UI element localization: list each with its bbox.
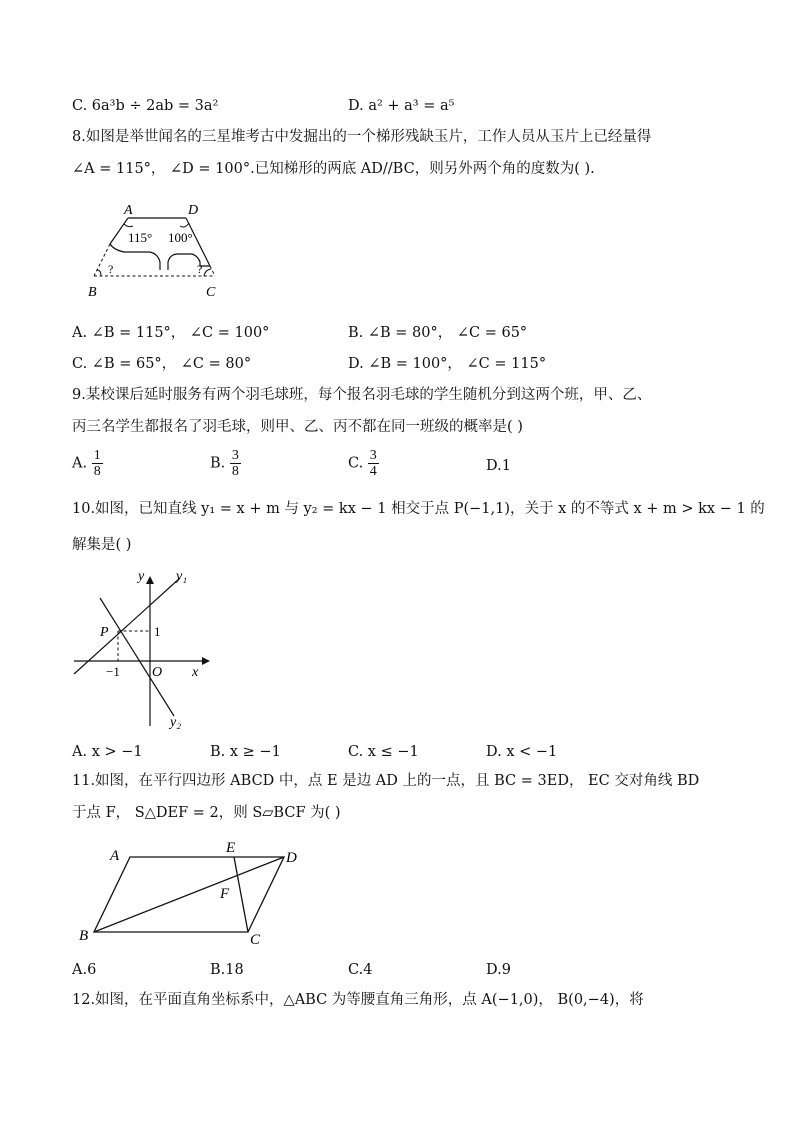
q11-label-a: A [110,848,120,864]
q8-label-b: B [88,285,97,300]
q11-option-a: A.6 [72,962,97,978]
q11-label-f: F [220,886,230,902]
q11-stem-line2: 于点 F， S△DEF = 2，则 S▱BCF 为( ) [72,805,341,821]
q8-label-a: A [124,203,133,218]
q11-label-c: C [250,932,261,948]
q9-option-b-fraction [230,448,241,479]
q11-option-b: B.18 [210,962,244,978]
q8-option-b: B. ∠B = 80°， ∠C = 65° [348,325,528,341]
q10-graph-figure [70,566,220,736]
q8-option-c: C. ∠B = 65°， ∠C = 80° [72,356,252,372]
q8-trapezoid-figure [80,198,240,303]
q10-option-d: D. x < −1 [486,744,558,760]
q9-option-c-denominator: 4 [369,464,377,479]
q9-option-c-fraction [368,448,379,479]
q10-option-a: A. x > −1 [72,744,143,760]
q11-label-e: E [226,840,236,856]
q9-option-b-numerator: 3 [231,448,239,463]
q9-option-b-denominator: 8 [231,464,239,479]
q11-option-d: D.9 [486,962,511,978]
q9-option-a-label: A. [72,455,88,472]
q8-unknown-b: ? [108,262,114,276]
q11-stem-line1: 11.如图，在平行四边形 ABCD 中，点 E 是边 AD 上的一点，且 BC = 3ED， EC 交对角线 BD [72,773,700,789]
q10-label-y: y [138,569,145,584]
q8-stem-line1: 8.如图是举世闻名的三星堆考古中发掘出的一个梯形残缺玉片，工作人员从玉片上已经量得 [72,129,652,145]
q10-option-c: C. x ≤ −1 [348,744,419,760]
q11-option-c: C.4 [348,962,373,978]
q9-option-c-numerator: 3 [369,448,377,463]
q7-option-d: D. a² + a³ = a⁵ [348,98,455,114]
q9-option-c [348,448,379,479]
q9-option-b [210,448,241,479]
q8-option-d: D. ∠B = 100°， ∠C = 115° [348,356,547,372]
q11-label-d: D [286,850,297,866]
q10-label-one: 1 [154,624,161,639]
q10-stem-line2: 解集是( ) [72,537,132,553]
q10-label-o: O [152,665,163,680]
q10-option-b: B. x ≥ −1 [210,744,281,760]
q10-label-y2: y₂ [170,715,182,730]
q10-label-x: x [192,665,199,680]
q9-option-a-denominator: 8 [93,464,101,479]
q8-unknown-c: ? [197,262,203,276]
q11-parallelogram-figure [74,838,314,950]
q9-option-a [72,448,103,479]
q10-stem-line1: 10.如图，已知直线 y₁ = x + m 与 y₂ = kx − 1 相交于点 P(−1,1)，关于 x 的不等式 x + m > kx − 1 的 [72,501,765,517]
q12-stem-line1: 12.如图，在平面直角坐标系中，△ABC 为等腰直角三角形，点 A(−1,0)， B(0,−4)，将 [72,992,644,1008]
q10-label-p: P [100,625,109,640]
q10-label-neg1: −1 [106,664,120,679]
q10-label-y1: y₁ [176,569,188,584]
q8-label-d: D [188,203,199,218]
q9-option-d: D.1 [486,458,511,474]
q9-option-a-fraction [92,448,103,479]
q8-angle-d: 100° [168,230,193,245]
q9-stem-line2: 丙三名学生都报名了羽毛球，则甲、乙、丙不都在同一班级的概率是( ) [72,419,523,435]
q8-label-c: C [206,285,216,300]
q9-option-a-numerator: 1 [93,448,101,463]
q7-option-c: C. 6a³b ÷ 2ab = 3a² [72,98,219,114]
q8-stem-line2: ∠A = 115°， ∠D = 100°.已知梯形的两底 AD//BC，则另外两个角的度数为( ). [72,161,595,177]
q9-stem-line1: 9.某校课后延时服务有两个羽毛球班，每个报名羽毛球的学生随机分到这两个班，甲、乙、 [72,387,652,403]
q9-option-c-label: C. [348,455,364,472]
q11-label-b: B [79,928,89,944]
q9-option-b-label: B. [210,455,226,472]
q8-angle-a: 115° [128,230,153,245]
q8-option-a: A. ∠B = 115°， ∠C = 100° [72,325,270,341]
